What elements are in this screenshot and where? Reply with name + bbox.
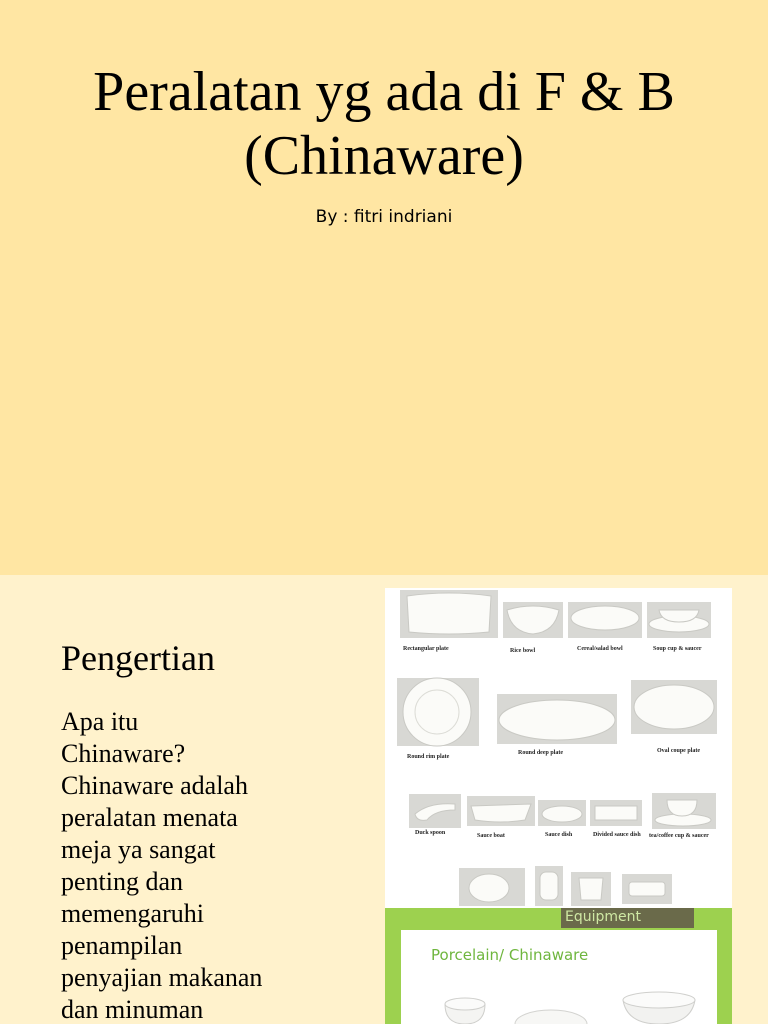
equipment-title: Porcelain/ Chinaware <box>431 946 589 964</box>
body-line: Apa itu <box>61 707 139 736</box>
body-text <box>61 706 361 1024</box>
body-line: Chinaware adalah <box>61 771 248 800</box>
equipment-content <box>401 930 717 1024</box>
caption-tea-cup: tea/coffee cup & saucer <box>649 833 709 839</box>
equipment-photos <box>401 930 717 1024</box>
caption-duck-spoon: Duck spoon <box>415 830 446 836</box>
content-slide <box>0 575 768 1024</box>
slide-subtitle: By : fitri indriani <box>315 207 453 227</box>
body-line: peralatan menata <box>61 803 238 832</box>
caption-oval-coupe-plate: Oval coupe plate <box>657 748 700 754</box>
caption-round-rim-plate: Round rim plate <box>407 754 450 760</box>
chinaware-catalog-image <box>385 588 732 908</box>
slide-title: Peralatan yg ada di F & B (Chinaware) <box>93 61 675 187</box>
body-line: dan minuman <box>61 995 204 1024</box>
body-line: Chinaware? <box>61 739 186 768</box>
body-line: penyajian makanan <box>61 963 263 992</box>
caption-sauce-boat: Sauce boat <box>477 833 505 839</box>
photo-porcelain-plate <box>515 1010 587 1024</box>
body-line: penting dan <box>61 867 184 896</box>
body-line: meja ya sangat <box>61 835 216 864</box>
equipment-panel <box>385 908 732 1024</box>
body-line: memengaruhi <box>61 899 204 928</box>
body-line: penampilan <box>61 931 183 960</box>
section-heading: Pengertian <box>61 638 215 678</box>
caption-sauce-dish: Sauce dish <box>545 832 573 838</box>
caption-soup-cup: Soup cup & saucer <box>653 646 702 652</box>
caption-cereal-bowl: Cereal/salad bowl <box>577 646 623 652</box>
caption-rectangular-plate: Rectangular plate <box>403 646 449 652</box>
caption-divided-sauce-dish: Divided sauce dish <box>593 832 641 838</box>
caption-round-deep-plate: Round deep plate <box>518 750 564 756</box>
equipment-tab: Equipment <box>561 908 694 928</box>
caption-rice-bowl: Rice bowl <box>510 648 536 654</box>
